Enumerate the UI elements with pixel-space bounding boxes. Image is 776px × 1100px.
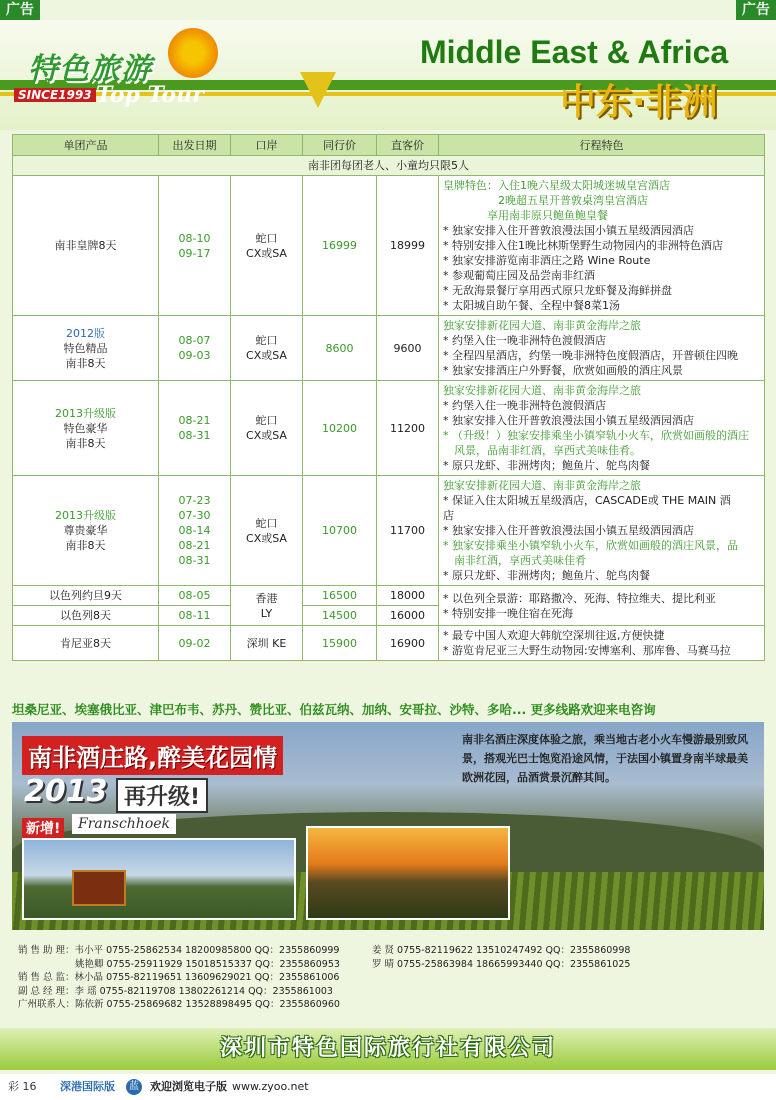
train-icon bbox=[72, 870, 126, 906]
port-cell: 深圳 KE bbox=[231, 626, 303, 661]
title-chinese: 中东·非洲 bbox=[560, 82, 718, 123]
contact-entry: 广州联系人：陈依新 0755-25869682 13528898495 QQ：2355860960 bbox=[18, 999, 340, 1010]
col-header: 同行价 bbox=[303, 135, 377, 156]
feature-line: * 原只龙虾、非洲烤肉；鲍鱼片、鸵鸟肉餐 bbox=[443, 459, 650, 472]
feature-line: * 全程四星酒店，约堡一晚非洲特色度假酒店，开普顿住四晚 bbox=[443, 349, 738, 362]
product-cell: 以色列8天 bbox=[13, 606, 159, 626]
feature-line: 店 bbox=[443, 509, 454, 522]
peer-price-cell: 15900 bbox=[303, 626, 377, 661]
title-english: Middle East & Africa bbox=[420, 34, 729, 70]
cell-line: CX或SA bbox=[246, 531, 287, 545]
ad-label-left: 广告 bbox=[0, 0, 40, 20]
feature-line: * 保证入住太阳城五星级酒店，CASCADE或 THE MAIN 酒 bbox=[443, 494, 731, 507]
table-row bbox=[13, 476, 765, 586]
table-header-row bbox=[13, 135, 765, 156]
cell-line: * 以色列全景游：耶路撒冷、死海、特拉维夫、提比利亚 bbox=[443, 591, 716, 605]
edition-label: 深港国际版 bbox=[60, 1080, 115, 1093]
site-url[interactable]: www.zyoo.net bbox=[232, 1080, 309, 1093]
promo-year: 2013 bbox=[24, 774, 108, 809]
product-line: 南非8天 bbox=[65, 356, 106, 370]
direct-price-cell: 9600 bbox=[377, 316, 439, 381]
feature-line: * 参观葡萄庄园及品尝南非红酒 bbox=[443, 269, 595, 282]
col-header: 口岸 bbox=[231, 135, 303, 156]
direct-price-cell: 16000 bbox=[377, 606, 439, 626]
logo-since: SINCE1993 bbox=[14, 88, 96, 102]
cell-line: 蛇口 bbox=[255, 231, 278, 245]
more-routes: 坦桑尼亚、埃塞俄比亚、津巴布韦、苏丹、赞比亚、伯兹瓦纳、加纳、安哥拉、沙特、多哈... 更多线路欢迎来电咨询 bbox=[12, 702, 656, 717]
feature-line: * （升级！）独家安排乘坐小镇窄轨小火车，欣赏如画般的酒庄 bbox=[443, 429, 749, 442]
promo-upgrade: 再升级! bbox=[116, 778, 208, 813]
cell-line: 蛇口 bbox=[255, 334, 278, 347]
table-row bbox=[13, 626, 765, 661]
page-number: 彩 16 bbox=[8, 1080, 37, 1093]
cell-line: 08-07 bbox=[178, 334, 211, 347]
col-header: 行程特色 bbox=[439, 135, 765, 156]
contact-entry: 销 售 助 理：韦小平 0755-25862534 18200985800 QQ：2355860999 bbox=[18, 945, 340, 956]
cell-line: 09-17 bbox=[178, 246, 211, 260]
header-banner bbox=[0, 20, 776, 130]
cell-line: * 游览肯尼亚三大野生动物园:安博塞利、那库鲁、马赛马拉 bbox=[443, 644, 731, 657]
product-cell: 以色列约旦9天 bbox=[13, 586, 159, 606]
train-photo bbox=[22, 838, 296, 920]
contact-entry: 罗 晴 0755-25863984 18665993440 QQ：2355861025 bbox=[372, 958, 631, 970]
peer-price-cell: 10700 bbox=[303, 476, 377, 586]
dates-cell: 08-11 bbox=[159, 606, 231, 626]
cell-line: 08-10 bbox=[178, 231, 211, 245]
table-row bbox=[13, 381, 765, 476]
cell-line: * 最专中国人欢迎大韩航空深圳往返,方便快捷 bbox=[443, 629, 665, 642]
cell-line: 08-14 bbox=[178, 524, 211, 537]
promo-banner bbox=[12, 722, 764, 930]
product-line: 特色豪华 bbox=[63, 421, 108, 435]
logo-chinese: 特色旅游 bbox=[28, 52, 152, 87]
product-line: 南非8天 bbox=[65, 436, 106, 450]
peer-price-cell: 8600 bbox=[303, 316, 377, 381]
cell-line: CX或SA bbox=[246, 429, 287, 442]
feature-line: * 约堡入住一晚非洲特色渡假酒店 bbox=[443, 399, 606, 412]
cell-line: CX或SA bbox=[246, 246, 287, 260]
cell-line: 08-31 bbox=[178, 554, 211, 567]
cell-line: 蛇口 bbox=[255, 516, 278, 530]
feature-line: * 独家安排乘坐小镇窄轨小火车，欣赏如画般的酒庄风景，品 bbox=[443, 539, 738, 552]
cell-line: CX或SA bbox=[246, 349, 287, 362]
contact-entry: 姜 贤 0755-82119622 13510247492 QQ：2355860998 bbox=[372, 945, 631, 956]
direct-price-cell: 11700 bbox=[377, 476, 439, 586]
dates-cell: 09-02 bbox=[159, 626, 231, 661]
feature-line: 独家安排新花园大道、南非黄金海岸之旅 bbox=[443, 479, 641, 492]
table-row bbox=[13, 586, 765, 606]
dates-cell bbox=[159, 381, 231, 476]
col-header: 出发日期 bbox=[159, 135, 231, 156]
product-line: 2013升级版 bbox=[55, 509, 116, 522]
dates-cell: 08-05 bbox=[159, 586, 231, 606]
promo-description: 南非名酒庄深度体验之旅，乘当地古老小火车慢游最别致风景，搭观光巴士饱览沿途风情，于法国小镇置身南半球最美欧洲花园，品酒赏景沉醉其间。 bbox=[462, 733, 748, 784]
peer-price-cell: 14500 bbox=[303, 606, 377, 626]
feature-line: * 独家安排入住开普敦浪漫法国小镇五星级酒园酒店 bbox=[443, 524, 694, 537]
port-cell bbox=[231, 586, 303, 626]
col-header: 单团产品 bbox=[13, 135, 159, 156]
cell-line: 07-30 bbox=[178, 509, 211, 522]
cell-line: 08-21 bbox=[178, 539, 211, 552]
sunflower-icon bbox=[168, 28, 218, 78]
direct-price-cell: 18999 bbox=[377, 176, 439, 316]
port-cell bbox=[231, 381, 303, 476]
feature-line: * 独家安排游览南非酒庄之路 Wine Route bbox=[443, 254, 651, 267]
product-cell bbox=[13, 476, 159, 586]
feature-line: * 特别安排入住1晚比林斯堡野生动物园内的非洲特色酒店 bbox=[443, 239, 723, 252]
port-cell bbox=[231, 476, 303, 586]
tour-table-wrap bbox=[12, 134, 764, 661]
dates-cell bbox=[159, 176, 231, 316]
product-cell: 肯尼亚8天 bbox=[13, 626, 159, 661]
peer-price-cell: 16999 bbox=[303, 176, 377, 316]
note-row bbox=[13, 156, 765, 176]
promo-title: 南非酒庄路,醉美花园情 bbox=[22, 736, 283, 775]
sunset-vineyard-photo bbox=[306, 826, 510, 920]
ad-label-right: 广告 bbox=[736, 0, 776, 20]
product-line: 南非皇牌8天 bbox=[54, 239, 117, 252]
product-line: 尊贵豪华 bbox=[63, 524, 108, 537]
contact-entry: 副 总 经 理：李 瑶 0755-82119708 13802261214 QQ：2355861003 bbox=[18, 985, 333, 997]
logo-english: Top Tour bbox=[96, 82, 204, 108]
brand-icon: 蓝 bbox=[126, 1079, 142, 1095]
table-row bbox=[13, 176, 765, 316]
direct-price-cell: 16900 bbox=[377, 626, 439, 661]
cell-line: * 特别安排一晚住宿在死海 bbox=[443, 606, 573, 620]
feature-line: * 太阳城自助午餐、全程中餐8菜1汤 bbox=[443, 299, 620, 312]
product-line: 南非8天 bbox=[65, 539, 106, 552]
product-cell bbox=[13, 176, 159, 316]
tour-table bbox=[12, 134, 765, 661]
cell-line: LY bbox=[260, 606, 273, 620]
product-line: 2013升级版 bbox=[55, 406, 116, 420]
product-line: 2012版 bbox=[66, 326, 105, 340]
features-cell bbox=[439, 381, 765, 476]
dates-cell bbox=[159, 316, 231, 381]
cell-line: 香港 bbox=[255, 591, 278, 605]
cta-text: 欢迎浏览电子版 bbox=[150, 1080, 227, 1093]
features-cell bbox=[439, 586, 765, 626]
feature-line: * 独家安排入住开普敦浪漫法国小镇五星级酒园酒店 bbox=[443, 414, 694, 427]
peer-price-cell: 10200 bbox=[303, 381, 377, 476]
port-cell bbox=[231, 176, 303, 316]
direct-price-cell: 11200 bbox=[377, 381, 439, 476]
features-cell bbox=[439, 626, 765, 661]
feature-line: * 独家安排入住开普敦浪漫法国小镇五星级酒园酒店 bbox=[443, 224, 694, 237]
company-banner bbox=[0, 1028, 776, 1070]
feature-line: 皇牌特色：入住1晚六星级太阳城迷城皇宫酒店 bbox=[443, 179, 670, 192]
feature-line: * 约堡入住一晚非洲特色渡假酒店 bbox=[443, 334, 606, 347]
feature-line: 风景，品南非红酒，享西式美味佳肴。 bbox=[443, 444, 641, 457]
direct-price-cell: 18000 bbox=[377, 586, 439, 606]
feature-line: 2晚超五星开普敦桌湾皇宫酒店 bbox=[443, 194, 648, 207]
product-line: 特色精品 bbox=[63, 341, 108, 355]
dates-cell bbox=[159, 476, 231, 586]
contact-entry: 销 售 总 监：林小晶 0755-82119651 13609629021 QQ：2355861006 bbox=[18, 972, 340, 983]
checkmark-decoration bbox=[300, 72, 336, 108]
product-cell bbox=[13, 316, 159, 381]
table-row bbox=[13, 316, 765, 381]
cell-line: 09-03 bbox=[178, 349, 211, 362]
feature-line: 独家安排新花园大道、南非黄金海岸之旅 bbox=[443, 319, 641, 332]
feature-line: * 无敌海景餐厅享用西式原只龙虾餐及海鲜拼盘 bbox=[443, 284, 672, 297]
note-cell: 南非团每团老人、小童均只限5人 bbox=[13, 156, 765, 176]
feature-line: 享用南非原只鲍鱼鲍皇餐 bbox=[443, 209, 608, 222]
port-cell bbox=[231, 316, 303, 381]
company-name: 深圳市特色国际旅行社有限公司 bbox=[219, 1036, 556, 1061]
franschhoek-tag: Franschhoek bbox=[72, 814, 176, 834]
cell-line: 07-23 bbox=[178, 494, 211, 507]
feature-line: * 独家安排酒庄户外野餐，欣赏如画般的酒庄风景 bbox=[443, 364, 683, 377]
col-header: 直客价 bbox=[377, 135, 439, 156]
product-cell bbox=[13, 381, 159, 476]
feature-line: * 原只龙虾、非洲烤肉；鲍鱼片、鸵鸟肉餐 bbox=[443, 569, 650, 582]
feature-line: 南非红酒，享西式美味佳肴 bbox=[443, 554, 586, 567]
peer-price-cell: 16500 bbox=[303, 586, 377, 606]
bottom-bar bbox=[0, 1074, 776, 1100]
features-cell bbox=[439, 476, 765, 586]
cell-line: 08-31 bbox=[178, 429, 211, 442]
features-cell bbox=[439, 176, 765, 316]
cell-line: 08-21 bbox=[178, 414, 211, 427]
cell-line: 蛇口 bbox=[255, 414, 278, 427]
features-cell bbox=[439, 316, 765, 381]
feature-line: 独家安排新花园大道、南非黄金海岸之旅 bbox=[443, 384, 641, 397]
new-tag: 新增! bbox=[22, 818, 64, 838]
contact-entry: 姚艳卿 0755-25911929 15018515337 QQ：2355860953 bbox=[18, 958, 340, 970]
